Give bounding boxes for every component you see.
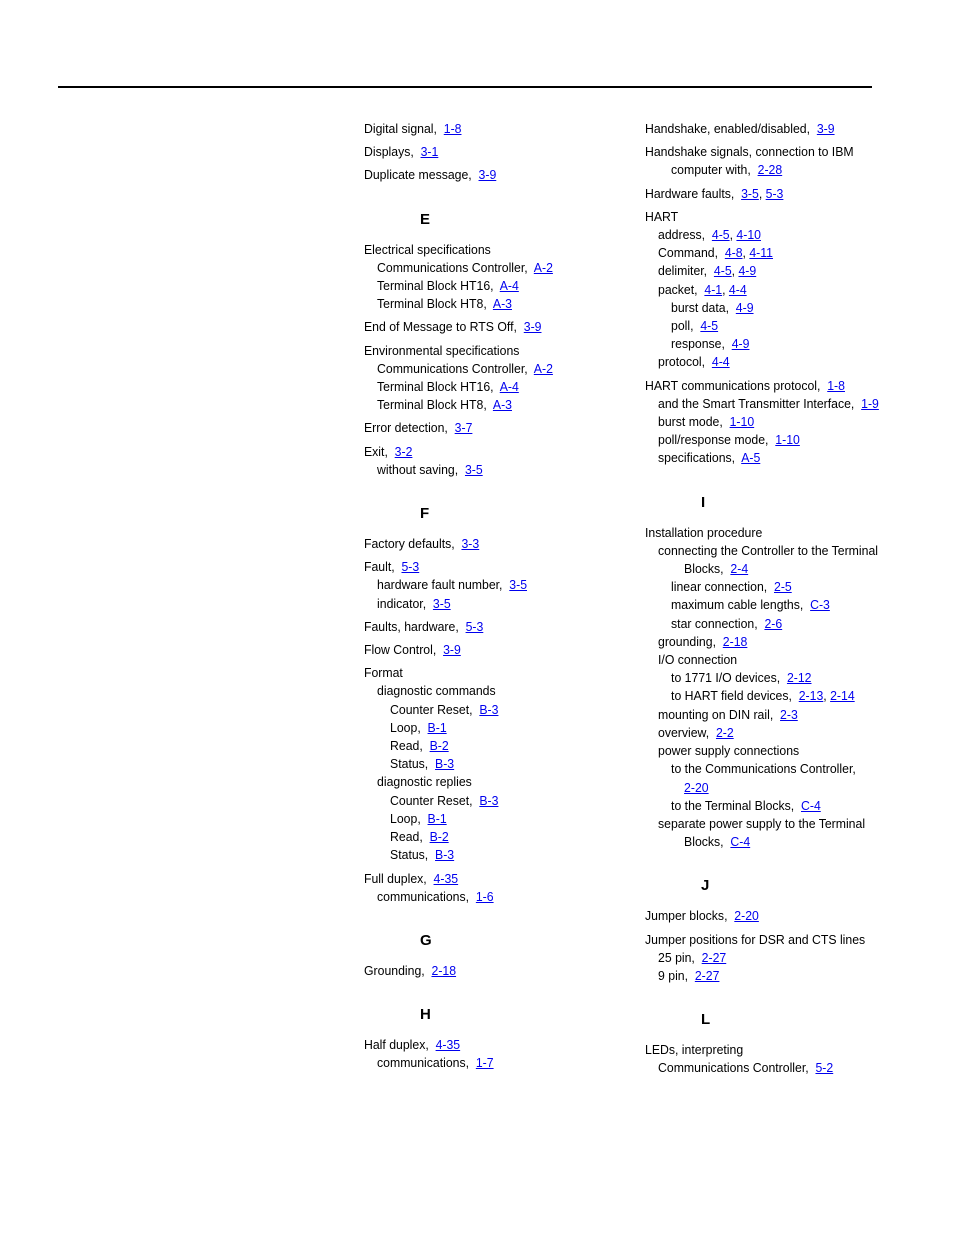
index-entry bbox=[645, 449, 924, 467]
index-entry bbox=[364, 277, 615, 295]
index-entry bbox=[645, 907, 924, 925]
index-entry: address, 4-5, 4-10 bbox=[658, 227, 761, 243]
page-reference-link[interactable]: A-3 bbox=[492, 296, 512, 312]
index-term: to the Terminal Blocks, bbox=[671, 797, 795, 813]
index-entry bbox=[364, 810, 615, 828]
index-term: Communications Controller, bbox=[658, 1060, 809, 1076]
index-term: Terminal Block HT8, bbox=[377, 397, 487, 413]
index-entry bbox=[364, 846, 615, 864]
page-reference-link[interactable]: B-3 bbox=[479, 792, 499, 808]
index-term: I/O connection bbox=[658, 652, 738, 668]
index-entry bbox=[364, 737, 615, 755]
index-term: Half duplex, bbox=[364, 1037, 429, 1053]
index-term: Command, bbox=[658, 245, 719, 261]
index-entry bbox=[364, 701, 615, 719]
page-reference-link[interactable]: A-2 bbox=[533, 360, 553, 376]
index-term: poll/response mode, bbox=[658, 432, 769, 448]
index-term: star connection, bbox=[671, 615, 758, 631]
index-term: Electrical specifications bbox=[364, 241, 491, 257]
page-reference-link[interactable]: 4-9 bbox=[735, 299, 754, 315]
page-reference-link[interactable]: A-3 bbox=[492, 397, 512, 413]
index-entry bbox=[645, 299, 924, 317]
index-entry bbox=[645, 1059, 924, 1077]
index-term: maximum cable lengths, bbox=[671, 597, 804, 613]
index-entry bbox=[645, 335, 924, 353]
page-reference-link[interactable]: 2-6 bbox=[764, 615, 783, 631]
index-entry: Command, 4-8, 4-11 bbox=[658, 245, 774, 261]
index-entry bbox=[364, 755, 615, 773]
index-entry bbox=[364, 888, 615, 906]
index-entry bbox=[645, 161, 924, 179]
page-reference-link[interactable]: B-1 bbox=[427, 810, 447, 826]
index-entry bbox=[364, 318, 615, 336]
page-reference-link[interactable]: B-1 bbox=[427, 719, 447, 735]
index-term: Exit, bbox=[364, 443, 388, 459]
index-letter-heading: H bbox=[420, 1006, 431, 1024]
index-term: Digital signal, bbox=[364, 121, 437, 136]
index-entry bbox=[645, 651, 924, 669]
index-term: Communications Controller, bbox=[377, 360, 528, 376]
index-term: Handshake, enabled/disabled, bbox=[645, 121, 811, 136]
index-term: Handshake signals, connection to IBM bbox=[645, 144, 854, 160]
index-entry bbox=[645, 779, 924, 797]
page-reference-link[interactable]: C-4 bbox=[730, 834, 751, 850]
index-entry bbox=[645, 431, 924, 449]
index-entry bbox=[645, 815, 924, 833]
page-reference-link[interactable]: 2-13 bbox=[798, 688, 824, 704]
index-letter-heading: L bbox=[701, 1011, 711, 1029]
page-reference-link[interactable]: 3-5 bbox=[432, 595, 451, 611]
index-entry bbox=[645, 377, 924, 395]
page-reference-link[interactable]: 4-1 bbox=[704, 281, 723, 297]
index-entry bbox=[364, 461, 615, 479]
page-reference-link[interactable]: 4-4 bbox=[728, 281, 747, 297]
index-entry bbox=[364, 295, 615, 313]
index-entry bbox=[364, 828, 615, 846]
index-entry bbox=[645, 578, 924, 596]
index-term: overview, bbox=[658, 724, 710, 740]
page-reference-link[interactable]: 5-3 bbox=[465, 618, 484, 634]
page-reference-link[interactable]: B-3 bbox=[435, 756, 455, 772]
index-letter-heading: J bbox=[701, 877, 710, 895]
page-reference-link[interactable]: 3-1 bbox=[420, 144, 439, 160]
index-entry: to HART field devices, 2-13, 2-14 bbox=[671, 688, 855, 704]
index-term: protocol, bbox=[658, 354, 706, 370]
index-letter-heading: I bbox=[701, 493, 706, 511]
index-term: Read, bbox=[390, 738, 423, 754]
page-reference-link[interactable]: A-4 bbox=[499, 278, 519, 294]
index-term: Loop, bbox=[390, 719, 421, 735]
index-letter-heading: E bbox=[420, 210, 431, 228]
index-term: Installation procedure bbox=[645, 524, 763, 540]
page-reference-link[interactable]: 3-9 bbox=[816, 121, 835, 136]
index-term: packet, bbox=[658, 281, 698, 297]
page-reference-link[interactable]: A-5 bbox=[741, 450, 761, 466]
index-term: Full duplex, bbox=[364, 870, 427, 886]
page-reference-link[interactable]: 1-9 bbox=[861, 395, 879, 411]
page-reference-link[interactable]: A-4 bbox=[499, 379, 519, 395]
page-reference-link[interactable]: 3-7 bbox=[454, 420, 473, 436]
page-reference-link[interactable]: 2-20 bbox=[684, 779, 709, 795]
page-reference-link[interactable]: 4-8 bbox=[724, 245, 743, 261]
page-reference-link[interactable]: 5-2 bbox=[815, 1060, 834, 1076]
index-entry bbox=[364, 595, 615, 613]
page-reference-link[interactable]: 4-5 bbox=[700, 318, 719, 334]
index-term: Hardware faults, bbox=[645, 185, 735, 201]
index-term: Fault, bbox=[364, 559, 395, 575]
index-entry bbox=[364, 360, 615, 378]
page-reference-link[interactable]: 3-2 bbox=[394, 443, 413, 459]
page-reference-link[interactable]: B-2 bbox=[429, 829, 449, 845]
page-reference-link[interactable]: 1-8 bbox=[827, 377, 845, 393]
index-term: specifications, bbox=[658, 450, 736, 466]
index-term: Duplicate message, bbox=[364, 167, 472, 183]
index-entry: packet, 4-1, 4-4 bbox=[658, 281, 747, 297]
index-term: 9 pin, bbox=[658, 967, 689, 983]
index-entry bbox=[645, 1041, 924, 1059]
page-reference-link[interactable]: A-2 bbox=[533, 259, 553, 275]
index-term: connecting the Controller to the Terminal bbox=[658, 542, 878, 558]
index-entry bbox=[645, 524, 924, 542]
index-term: grounding, bbox=[658, 633, 716, 649]
index-term: indicator, bbox=[377, 595, 427, 611]
page-reference-link[interactable]: 3-9 bbox=[443, 642, 461, 658]
index-term: to HART field devices, bbox=[671, 688, 792, 704]
index-entry bbox=[645, 317, 924, 335]
index-entry bbox=[364, 143, 615, 161]
index-term: HART communications protocol, bbox=[645, 377, 821, 393]
index-term: LEDs, interpreting bbox=[645, 1042, 744, 1058]
index-term: communications, bbox=[377, 888, 470, 904]
index-entry bbox=[645, 615, 924, 633]
index-term: burst data, bbox=[671, 299, 729, 315]
index-entry bbox=[645, 560, 924, 578]
page-reference-link[interactable]: 2-14 bbox=[830, 688, 855, 704]
index-entry bbox=[645, 208, 924, 226]
index-term: delimiter, bbox=[658, 263, 708, 279]
index-term: diagnostic commands bbox=[377, 683, 496, 699]
index-term: Counter Reset, bbox=[390, 701, 473, 717]
index-term: Jumper blocks, bbox=[645, 908, 728, 924]
index-term: Loop, bbox=[390, 810, 421, 826]
index-term: hardware fault number, bbox=[377, 577, 503, 593]
index-entry bbox=[364, 576, 615, 594]
index-term: Displays, bbox=[364, 144, 414, 160]
header-rule bbox=[58, 86, 872, 88]
page-reference-link[interactable]: 2-27 bbox=[694, 967, 720, 983]
index-entry bbox=[364, 664, 615, 682]
page-reference-link[interactable]: 4-5 bbox=[711, 227, 730, 243]
page-reference-link[interactable]: 3-5 bbox=[741, 185, 759, 201]
page-reference-link[interactable]: B-3 bbox=[479, 701, 499, 717]
index-letter-heading: G bbox=[420, 931, 432, 949]
page-reference-link[interactable]: 2-4 bbox=[730, 561, 749, 577]
index-entry bbox=[364, 1036, 615, 1054]
index-column-left bbox=[364, 120, 634, 1073]
page-reference-link[interactable]: 2-18 bbox=[722, 633, 748, 649]
page-reference-link[interactable]: 1-10 bbox=[775, 432, 800, 448]
index-entry bbox=[645, 967, 924, 985]
page-reference-link[interactable]: 5-3 bbox=[765, 185, 784, 201]
index-term: poll, bbox=[671, 318, 694, 334]
page-reference-link[interactable]: C-3 bbox=[810, 597, 830, 613]
index-term: Read, bbox=[390, 829, 423, 845]
page-reference-link[interactable]: 2-27 bbox=[701, 949, 727, 965]
index-term: diagnostic replies bbox=[377, 774, 472, 790]
page-reference-link[interactable]: 1-8 bbox=[443, 121, 462, 136]
index-entry bbox=[364, 962, 615, 980]
index-entry bbox=[645, 395, 924, 413]
page-reference-link[interactable]: 3-3 bbox=[461, 536, 480, 552]
index-term: power supply connections bbox=[658, 743, 800, 759]
index-entry bbox=[645, 353, 924, 371]
index-entry bbox=[364, 773, 615, 791]
index-entry bbox=[645, 797, 924, 815]
page-reference-link[interactable]: 4-35 bbox=[433, 870, 459, 886]
index-entry bbox=[645, 760, 924, 778]
index-term: Factory defaults, bbox=[364, 536, 455, 552]
index-term: burst mode, bbox=[658, 414, 723, 430]
page-reference-link[interactable]: 4-10 bbox=[736, 227, 761, 243]
page-reference-link[interactable]: 2-18 bbox=[431, 962, 457, 978]
index-term: Flow Control, bbox=[364, 642, 437, 658]
index-term: Counter Reset, bbox=[390, 792, 473, 808]
page-reference-link[interactable]: B-3 bbox=[435, 847, 455, 863]
index-term: Error detection, bbox=[364, 420, 448, 436]
page-reference-link[interactable]: 1-6 bbox=[475, 888, 494, 904]
page-reference-link[interactable]: 4-4 bbox=[711, 354, 730, 370]
index-term: Blocks, bbox=[684, 561, 724, 577]
index-term: to 1771 I/O devices, bbox=[671, 670, 781, 686]
index-entry bbox=[364, 682, 615, 700]
index-term: address, bbox=[658, 227, 706, 243]
index-entry bbox=[364, 641, 615, 659]
index-term: mounting on DIN rail, bbox=[658, 706, 774, 722]
index-term: without saving, bbox=[377, 461, 459, 477]
page-reference-link[interactable]: 5-3 bbox=[401, 559, 420, 575]
index-entry bbox=[364, 342, 615, 360]
index-term: communications, bbox=[377, 1055, 470, 1071]
index-entry bbox=[364, 535, 615, 553]
index-entry bbox=[364, 166, 615, 184]
page-reference-link[interactable]: 2-3 bbox=[780, 706, 798, 722]
index-term: Format bbox=[364, 665, 403, 681]
index-entry bbox=[364, 719, 615, 737]
index-entry bbox=[364, 259, 615, 277]
page-reference-link[interactable]: 1-10 bbox=[729, 414, 755, 430]
index-entry bbox=[364, 870, 615, 888]
index-term: 25 pin, bbox=[658, 949, 695, 965]
index-entry bbox=[645, 833, 924, 851]
index-term: separate power supply to the Terminal bbox=[658, 815, 866, 831]
index-term: and the Smart Transmitter Interface, bbox=[658, 395, 855, 411]
index-entry bbox=[645, 143, 924, 161]
index-entry bbox=[645, 542, 924, 560]
index-term: Faults, hardware, bbox=[364, 618, 459, 634]
index-entry bbox=[645, 669, 924, 687]
index-entry bbox=[645, 413, 924, 431]
page-reference-link[interactable]: 2-2 bbox=[715, 724, 734, 740]
index-term: Blocks, bbox=[684, 834, 724, 850]
index-entry: delimiter, 4-5, 4-9 bbox=[658, 263, 757, 279]
index-term: Terminal Block HT16, bbox=[377, 278, 494, 294]
page-reference-link[interactable]: 4-11 bbox=[749, 245, 774, 261]
index-entry bbox=[364, 120, 615, 138]
index-entry bbox=[364, 618, 615, 636]
page-reference-link[interactable]: 2-28 bbox=[757, 162, 783, 178]
index-term: Status, bbox=[390, 847, 429, 863]
index-entry bbox=[364, 396, 615, 414]
index-entry: Hardware faults, 3-5, 5-3 bbox=[645, 185, 784, 201]
index-entry bbox=[364, 792, 615, 810]
index-term: response, bbox=[671, 336, 725, 352]
index-entry bbox=[645, 120, 924, 138]
index-term: Grounding, bbox=[364, 962, 425, 978]
page-reference-link[interactable]: 1-7 bbox=[475, 1055, 494, 1071]
index-term: Terminal Block HT16, bbox=[377, 379, 494, 395]
page-reference-link[interactable]: 3-9 bbox=[478, 167, 497, 183]
index-column-right bbox=[645, 120, 945, 1078]
index-entry bbox=[364, 558, 615, 576]
index-term: Environmental specifications bbox=[364, 342, 520, 358]
index-entry bbox=[364, 443, 615, 461]
page-reference-link[interactable]: 4-5 bbox=[713, 263, 732, 279]
index-entry bbox=[645, 724, 924, 742]
index-term: Jumper positions for DSR and CTS lines bbox=[645, 931, 866, 947]
page-reference-link[interactable]: 3-5 bbox=[509, 577, 528, 593]
index-term: HART bbox=[645, 208, 679, 224]
page-reference-link[interactable]: 4-35 bbox=[435, 1037, 461, 1053]
index-term: End of Message to RTS Off, bbox=[364, 319, 517, 335]
page-reference-link[interactable]: 4-9 bbox=[731, 336, 750, 352]
index-letter-heading: F bbox=[420, 505, 430, 523]
index-entry bbox=[645, 706, 924, 724]
index-entry bbox=[645, 742, 924, 760]
index-term: to the Communications Controller, bbox=[671, 761, 856, 777]
index-entry bbox=[645, 633, 924, 651]
index-entry bbox=[364, 241, 615, 259]
page-reference-link[interactable]: 2-20 bbox=[734, 908, 759, 924]
index-entry bbox=[364, 419, 615, 437]
page-reference-link[interactable]: 2-5 bbox=[773, 579, 792, 595]
index-term: Communications Controller, bbox=[377, 259, 528, 275]
index-term: Status, bbox=[390, 756, 429, 772]
index-entry bbox=[364, 1054, 615, 1072]
index-entry bbox=[645, 949, 924, 967]
page-reference-link[interactable]: 2-12 bbox=[786, 670, 812, 686]
page-reference-link[interactable]: 3-5 bbox=[464, 461, 483, 477]
page-reference-link[interactable]: C-4 bbox=[801, 797, 821, 813]
page-reference-link[interactable]: 3-9 bbox=[523, 319, 542, 335]
index-entry bbox=[364, 378, 615, 396]
index-entry bbox=[645, 596, 924, 614]
index-term: linear connection, bbox=[671, 579, 768, 595]
page-reference-link[interactable]: B-2 bbox=[429, 738, 449, 754]
page-reference-link[interactable]: 4-9 bbox=[738, 263, 757, 279]
index-entry bbox=[645, 931, 924, 949]
index-term: Terminal Block HT8, bbox=[377, 296, 487, 312]
index-term: computer with, bbox=[671, 162, 751, 178]
